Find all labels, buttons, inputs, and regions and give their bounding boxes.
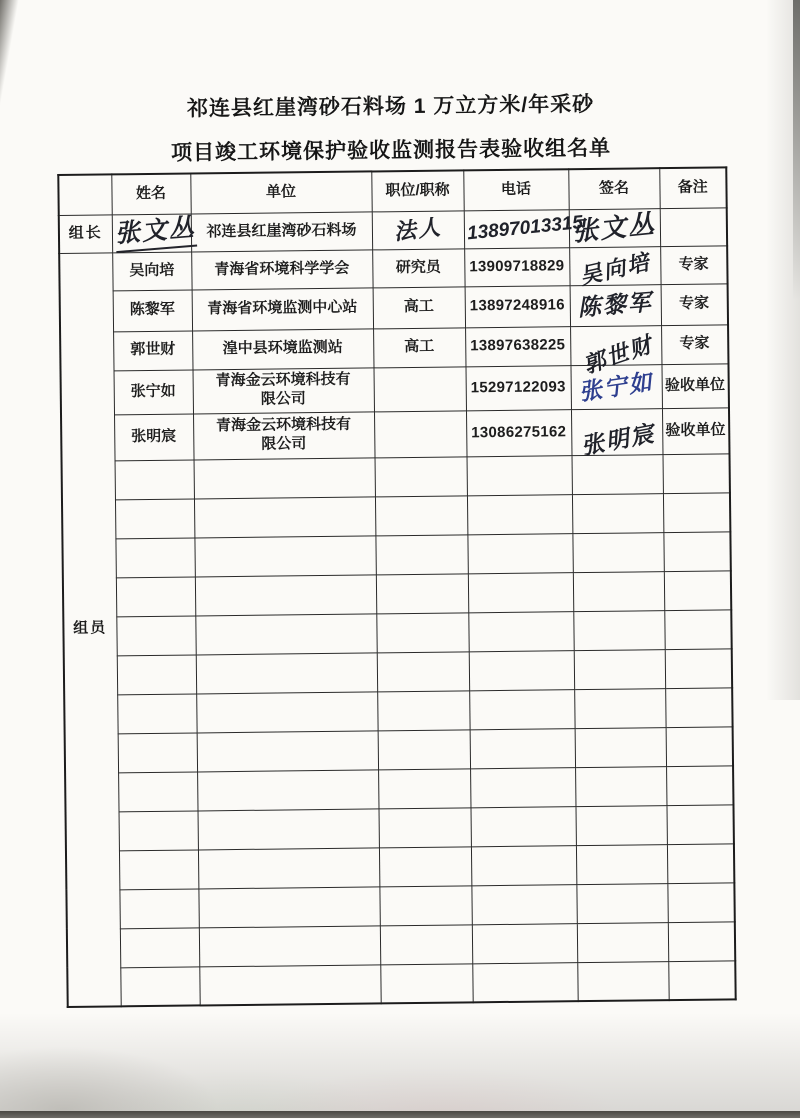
signature-handwriting: 陈黎军 [576, 288, 654, 321]
cell-note [660, 207, 727, 246]
empty-cell [666, 726, 733, 766]
empty-cell [662, 453, 729, 493]
cell-unit [191, 249, 372, 289]
empty-cell [379, 846, 471, 886]
member-label-cell: 组员 [59, 252, 121, 1007]
cell-phone: 13897248916 [465, 285, 570, 327]
empty-cell [198, 886, 379, 927]
cell-name [112, 213, 197, 252]
empty-cell [119, 849, 198, 889]
empty-cell [118, 732, 197, 772]
empty-cell [196, 691, 377, 732]
table-row [60, 324, 728, 371]
acceptance-group-roster-table [57, 166, 736, 1008]
cell-unit [193, 367, 374, 413]
empty-cell [472, 962, 577, 1002]
empty-cell [195, 574, 376, 615]
empty-cell [375, 456, 467, 496]
cell-note: 验收单位 [661, 363, 728, 408]
signature-handwriting: 郭世财 [580, 331, 657, 378]
cell-position: 高工 [373, 327, 465, 367]
empty-cell [115, 498, 194, 538]
cell-name: 郭世财 [113, 330, 192, 370]
empty-cell [469, 650, 574, 690]
cell-note: 专家 [661, 283, 728, 325]
empty-cell [376, 573, 468, 613]
cell-name: 张宁如 [114, 369, 193, 414]
cell-phone [464, 209, 584, 248]
cell-position [372, 210, 464, 249]
empty-cell [378, 729, 470, 769]
empty-cell [468, 572, 573, 612]
handwritten-name: 张文丛 [113, 213, 197, 254]
empty-cell [379, 885, 471, 925]
empty-cell [194, 457, 375, 498]
empty-cell [470, 767, 575, 807]
empty-cell [575, 727, 666, 767]
unit-text: 祁连县红崖湾砂石料场 [206, 221, 357, 240]
empty-cell [378, 807, 470, 847]
empty-cell [666, 765, 733, 805]
empty-cell [471, 845, 576, 885]
empty-cell [197, 730, 378, 771]
empty-cell [663, 492, 730, 532]
cell-signature [569, 208, 660, 247]
empty-cell [194, 496, 375, 537]
unit-text: 青海省环境科学学会 [214, 259, 350, 278]
signature-handwriting: 张宁如 [577, 367, 656, 405]
empty-cell [572, 532, 663, 572]
cell-unit [191, 211, 372, 251]
cell-note: 专家 [660, 245, 727, 284]
empty-cell [576, 844, 667, 884]
empty-cell [120, 927, 199, 967]
column-header-1: 姓名 [111, 173, 190, 214]
cell-position [374, 410, 467, 457]
empty-cell [115, 459, 194, 499]
empty-cell [573, 571, 664, 611]
empty-cell [377, 651, 469, 691]
empty-cell [470, 728, 575, 768]
empty-cell [666, 804, 733, 844]
handwritten-phone: 13897013315 [465, 212, 584, 245]
empty-cell [375, 534, 467, 574]
unit-text: 青海金云环境科技有限公司 [216, 415, 352, 453]
empty-cell [197, 769, 378, 810]
empty-cell [471, 884, 576, 924]
handwritten-position: 法人 [392, 214, 444, 245]
empty-cell [380, 963, 472, 1003]
empty-cell [120, 966, 199, 1006]
empty-cell [472, 923, 577, 963]
empty-cell [116, 576, 195, 616]
empty-cell [380, 924, 472, 964]
empty-cell [575, 805, 666, 845]
empty-cell [467, 533, 572, 573]
empty-cell [199, 925, 380, 966]
signature-handwriting: 张文丛 [571, 208, 658, 247]
table-row [61, 363, 729, 415]
empty-cell [118, 771, 197, 811]
column-header-5: 签名 [568, 168, 659, 209]
empty-cell [469, 689, 574, 729]
empty-cell [664, 609, 731, 649]
cell-name: 张明宸 [114, 413, 194, 460]
cell-phone: 15297122093 [465, 365, 570, 410]
unit-text: 湟中县环境监测站 [222, 338, 343, 358]
cell-note: 验收单位 [662, 407, 730, 454]
empty-cell [663, 531, 730, 571]
empty-cell [117, 654, 196, 694]
empty-cell [577, 922, 668, 962]
cell-phone: 13909718829 [464, 247, 569, 286]
cell-position: 研究员 [372, 248, 464, 287]
empty-cell [119, 888, 198, 928]
cell-phone: 13086275162 [466, 409, 572, 456]
empty-cell [196, 652, 377, 693]
cell-position: 高工 [373, 286, 465, 328]
cell-unit [192, 328, 373, 369]
signature-handwriting: 吴向培 [577, 249, 654, 290]
empty-cell [375, 495, 467, 535]
empty-cell [115, 537, 194, 577]
empty-table-row [67, 960, 735, 1007]
empty-cell [470, 806, 575, 846]
cell-name: 吴向培 [112, 251, 191, 290]
cell-signature [570, 364, 661, 409]
empty-cell [667, 843, 734, 883]
cell-signature [570, 325, 661, 378]
empty-cell [378, 768, 470, 808]
empty-cell [194, 535, 375, 576]
unit-text: 青海省环境监测中心站 [207, 298, 358, 318]
signature-handwriting: 张明宸 [578, 419, 658, 459]
empty-cell [665, 648, 732, 688]
column-header-4: 电话 [463, 169, 568, 210]
empty-cell [664, 570, 731, 610]
document-title-line1: 祁连县红崖湾砂石料场 1 万立方米/年采砂 [186, 92, 595, 121]
empty-cell [572, 493, 663, 533]
cell-phone: 13897638225 [465, 326, 570, 366]
empty-cell [668, 921, 735, 961]
empty-cell [119, 810, 198, 850]
empty-cell [467, 455, 572, 495]
cell-unit [193, 411, 375, 459]
empty-cell [198, 847, 379, 888]
empty-cell [665, 687, 732, 727]
column-header-3: 职位/职称 [371, 170, 463, 211]
unit-text: 青海金云环境科技有限公司 [215, 370, 351, 408]
table-row [61, 407, 729, 461]
leader-label-cell: 组长 [59, 214, 112, 253]
empty-cell [574, 649, 665, 689]
cell-note: 专家 [661, 324, 728, 364]
column-header-2: 单位 [190, 171, 371, 213]
empty-cell [377, 690, 469, 730]
cell-position [373, 366, 465, 411]
empty-cell [195, 613, 376, 654]
empty-cell [574, 688, 665, 728]
empty-cell [117, 693, 196, 733]
cell-name: 陈黎军 [113, 289, 192, 331]
column-header-0 [58, 174, 111, 215]
empty-cell [116, 615, 195, 655]
empty-cell [573, 610, 664, 650]
empty-cell [199, 964, 380, 1005]
empty-cell [575, 766, 666, 806]
column-header-6: 备注 [659, 167, 726, 208]
empty-cell [577, 961, 668, 1001]
empty-cell [576, 883, 667, 923]
empty-cell [668, 960, 735, 1000]
empty-cell [667, 882, 734, 922]
cell-unit [192, 287, 373, 330]
empty-cell [467, 494, 572, 534]
document-title-line2: 项目竣工环境保护验收监测报告表验收组名单 [170, 136, 612, 165]
empty-cell [376, 612, 468, 652]
empty-cell [468, 611, 573, 651]
empty-cell [198, 808, 379, 849]
cell-signature [569, 246, 660, 290]
cell-signature [571, 408, 663, 459]
